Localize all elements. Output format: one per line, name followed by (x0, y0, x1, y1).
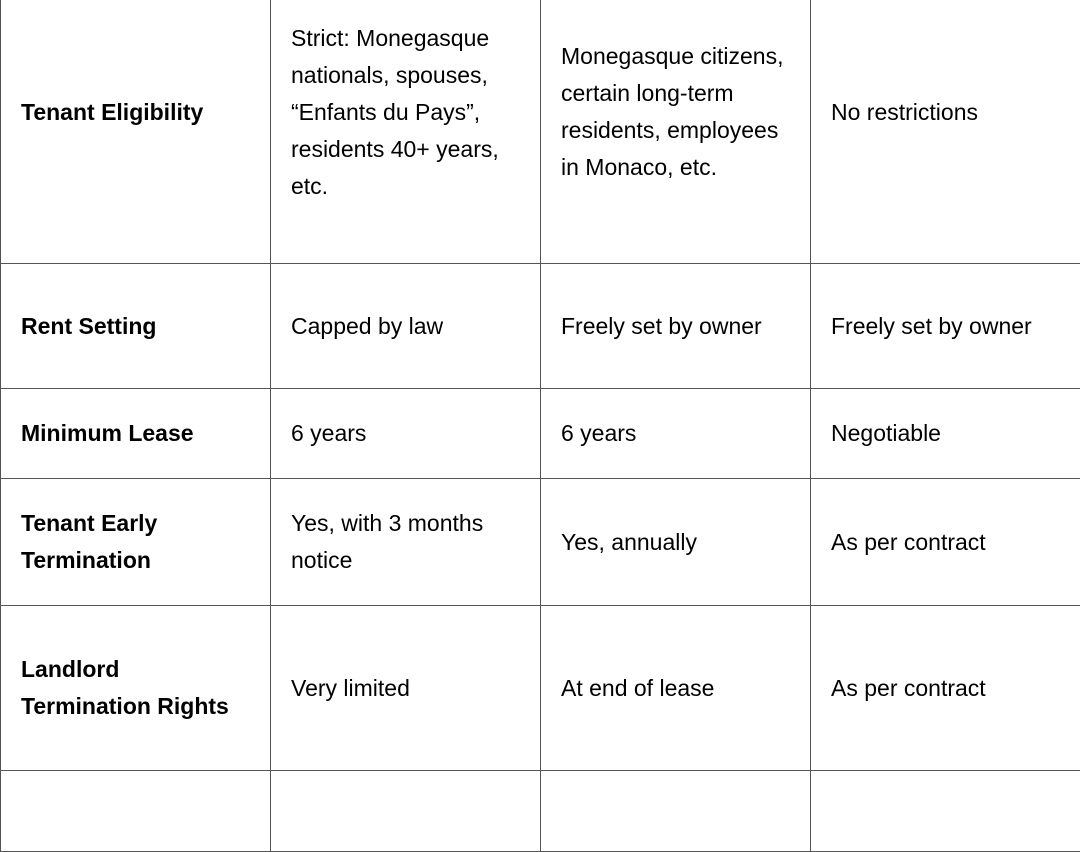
table-cell: As per contract (811, 479, 1080, 606)
table-row-rent-setting (1, 264, 1080, 389)
row-label: Minimum Lease (1, 389, 271, 479)
row-label: Rent Setting (1, 264, 271, 389)
table-cell: Very limited (271, 606, 541, 771)
table-cell: 6 years (271, 389, 541, 479)
table-cell: At end of lease (541, 606, 811, 771)
table-row-tenant-early-termination (1, 479, 1080, 606)
table-cell: No restrictions (811, 0, 1080, 264)
row-label (1, 771, 271, 852)
table-cell: As per contract (811, 606, 1080, 771)
table-cell: Yes, annually (541, 479, 811, 606)
table-row-minimum-lease (1, 389, 1080, 479)
table-cell: Capped by law (271, 264, 541, 389)
table-cell: Freely set by owner (541, 264, 811, 389)
row-label: Tenant Eligibility (1, 0, 271, 264)
row-label: Tenant Early Termination (1, 479, 271, 606)
table-cell: Freely set by owner (811, 264, 1080, 389)
table-cell: Yes, with 3 months notice (271, 479, 541, 606)
table-row-tenant-eligibility (1, 0, 1080, 264)
table-cell: Monegasque citizens, certain long-term residents, employees in Monaco, etc. (541, 0, 811, 264)
table-cell (811, 771, 1080, 852)
row-label: Landlord Termination Rights (1, 606, 271, 771)
table-row-landlord-termination-rights (1, 606, 1080, 771)
table-cell (271, 771, 541, 852)
table-cell: Strict: Monegasque nationals, spouses, “Enfants du Pays”, residents 40+ years, etc. (271, 0, 541, 264)
table-cell: Negotiable (811, 389, 1080, 479)
table-cell: 6 years (541, 389, 811, 479)
table-row-partial (1, 771, 1080, 852)
table-cell (541, 771, 811, 852)
